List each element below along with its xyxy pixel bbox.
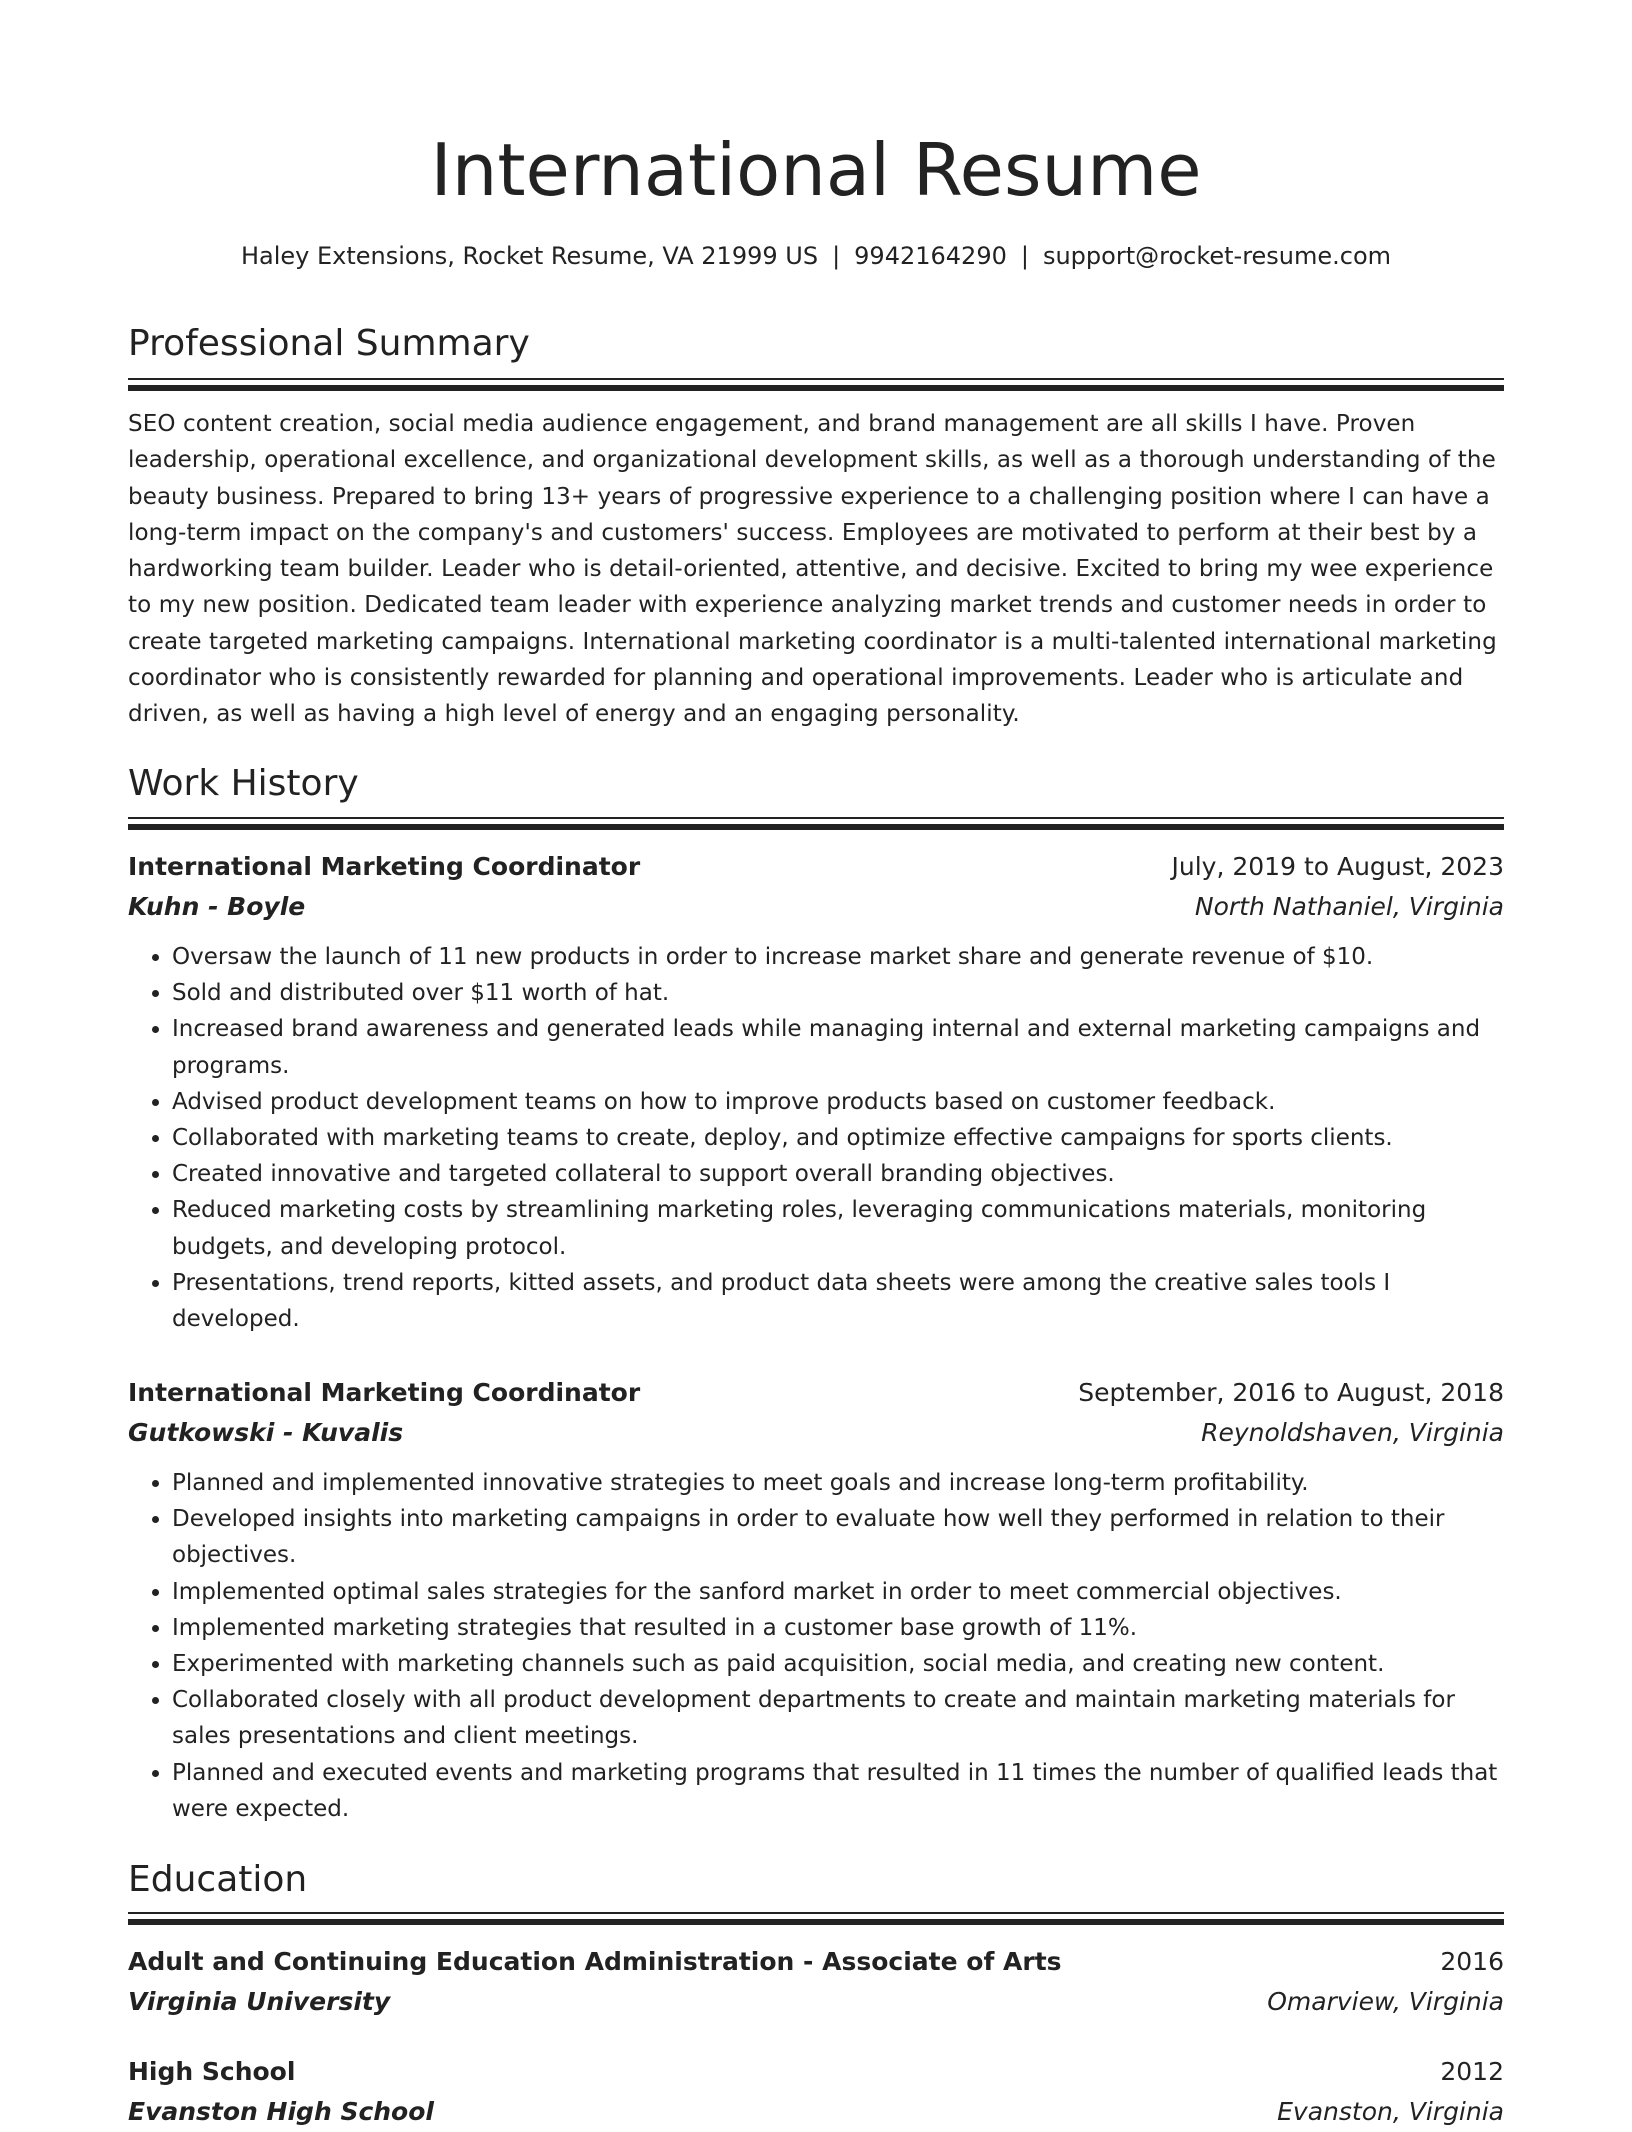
contact-line xyxy=(128,238,1504,274)
list-item: • Collaborated with marketing teams to create, deploy, and optimize effective campaigns for sports clients. xyxy=(172,1120,1504,1156)
school-location: Omarview, Virginia xyxy=(1267,1987,1504,2016)
list-item: • Advised product development teams on how to improve products based on customer feedback. xyxy=(172,1084,1504,1120)
job-location: Reynoldshaven, Virginia xyxy=(1201,1418,1504,1447)
list-item: • Created innovative and targeted collateral to support overall branding objectives. xyxy=(172,1156,1504,1192)
job-title: International Marketing Coordinator xyxy=(128,852,641,881)
job-entry xyxy=(128,847,1504,1337)
section-divider xyxy=(128,1912,1504,1922)
section-divider xyxy=(128,817,1504,827)
list-item: • Sold and distributed over $11 worth of hat. xyxy=(172,975,1504,1011)
list-item: • Collaborated closely with all product development departments to create and maintain marketing materials for sales presentations and client meetings. xyxy=(172,1682,1504,1754)
job-bullets xyxy=(128,1465,1504,1827)
list-item: • Planned and executed events and marketing programs that resulted in 11 times the number of qualified leads that were expected. xyxy=(172,1755,1504,1827)
degree-name: High School xyxy=(128,2057,296,2086)
section-divider xyxy=(128,378,1504,388)
school-name: Evanston High School xyxy=(128,2097,434,2126)
education-year: 2016 xyxy=(1440,1947,1504,1976)
list-item: • Implemented optimal sales strategies for the sanford market in order to meet commercial objectives. xyxy=(172,1574,1504,1610)
list-item: • Presentations, trend reports, kitted assets, and product data sheets were among the creative sales tools I developed. xyxy=(172,1265,1504,1337)
list-item: • Increased brand awareness and generated leads while managing internal and external marketing campaigns and programs. xyxy=(172,1011,1504,1083)
contact-separator: | xyxy=(1020,242,1029,270)
job-entry xyxy=(128,1373,1504,1827)
school-name: Virginia University xyxy=(128,1987,391,2016)
job-title: International Marketing Coordinator xyxy=(128,1378,641,1407)
list-item: • Implemented marketing strategies that resulted in a customer base growth of 11%. xyxy=(172,1610,1504,1646)
phone: 9942164290 xyxy=(854,242,1007,270)
job-dates: July, 2019 to August, 2023 xyxy=(1171,852,1504,881)
education-year: 2012 xyxy=(1440,2057,1504,2086)
company-name: Kuhn - Boyle xyxy=(128,892,306,921)
education-entry xyxy=(128,2052,1504,2132)
job-location: North Nathaniel, Virginia xyxy=(1194,892,1504,921)
list-item: • Oversaw the launch of 11 new products in order to increase market share and generate revenue of $10. xyxy=(172,939,1504,975)
contact-separator: | xyxy=(832,242,841,270)
summary-heading: Professional Summary xyxy=(128,323,530,364)
resume-title: International Resume xyxy=(430,128,1202,212)
school-location: Evanston, Virginia xyxy=(1277,2097,1504,2126)
job-dates: September, 2016 to August, 2018 xyxy=(1078,1378,1504,1407)
education-heading: Education xyxy=(128,1859,308,1900)
list-item: • Planned and implemented innovative strategies to meet goals and increase long-term profitability. xyxy=(172,1465,1504,1501)
address: Haley Extensions, Rocket Resume, VA 21999 US xyxy=(240,242,819,270)
education-entry xyxy=(128,1942,1504,2022)
email-link[interactable]: support@rocket-resume.com xyxy=(1042,242,1392,270)
summary-text: SEO content creation, social media audience engagement, and brand management are all skills I have. Proven leadership, operational excellence, and organizational development skills, as well as a thorough understanding of the beauty business. Prepared to bring 13+ years of progressive experience to a challenging position where I can have a long-term impact on the company's and customers' success. Employees are motivated to perform at their best by a hardworking team builder. Leader who is detail-oriented, attentive, and decisive. Excited to bring my wee experience to my new position. Dedicated team leader with experience analyzing market trends and customer needs in order to create targeted marketing campaigns. International marketing coordinator is a multi-talented international marketing coordinator who is consistently rewarded for planning and operational improvements. Leader who is articulate and driven, as well as having a high level of energy and an engaging personality. xyxy=(128,411,1497,728)
company-name: Gutkowski - Kuvalis xyxy=(128,1418,404,1447)
work-history-heading: Work History xyxy=(128,763,359,804)
list-item: • Developed insights into marketing campaigns in order to evaluate how well they performed in relation to their objectives. xyxy=(172,1501,1504,1573)
job-bullets xyxy=(128,939,1504,1337)
list-item: • Experimented with marketing channels such as paid acquisition, social media, and creating new content. xyxy=(172,1646,1504,1682)
list-item: • Reduced marketing costs by streamlining marketing roles, leveraging communications materials, monitoring budgets, and developing protocol. xyxy=(172,1192,1504,1264)
degree-name: Adult and Continuing Education Administration - Associate of Arts xyxy=(128,1947,1062,1976)
